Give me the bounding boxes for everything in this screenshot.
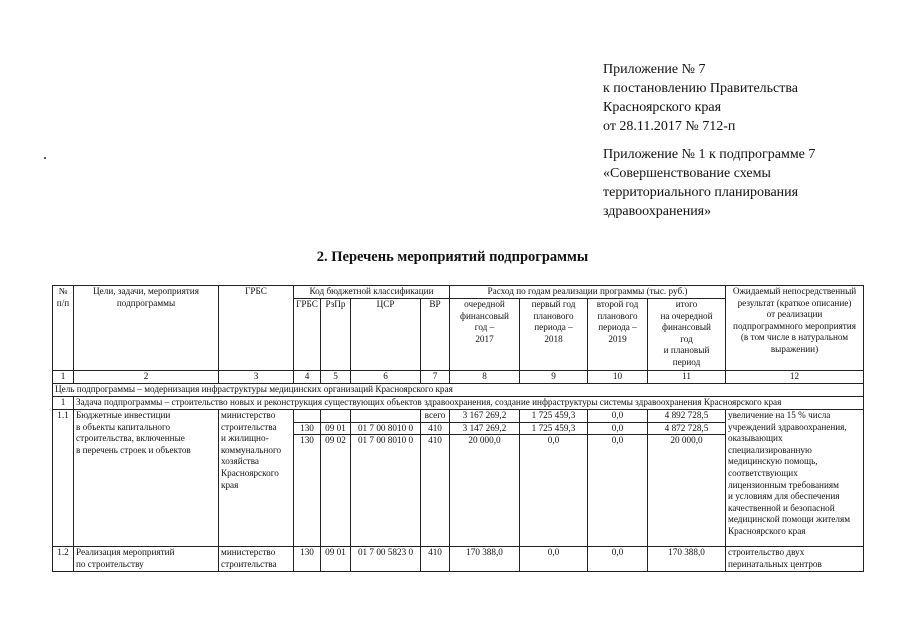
vr-code: 410 <box>421 435 450 547</box>
vr-code: 410 <box>421 422 450 435</box>
value-2017: 3 147 269,2 <box>450 422 520 435</box>
csr-code: 01 7 00 8010 0 <box>351 435 421 547</box>
col-number: 6 <box>351 371 421 384</box>
goal-row <box>53 384 864 397</box>
appendix-7-header <box>603 60 798 136</box>
table-row <box>53 410 864 423</box>
th-goals: Цели, задачи, мероприятия подпрограммы <box>74 286 219 371</box>
csr-code: 01 7 00 8010 0 <box>351 422 421 435</box>
col-number: 1 <box>53 371 74 384</box>
item-num: 1.2 <box>53 547 74 572</box>
rzpr-code <box>321 410 351 423</box>
value-2019: 0,0 <box>588 547 648 572</box>
col-number: 11 <box>648 371 726 384</box>
grbs-code <box>294 410 321 423</box>
appendix-1-header <box>603 145 815 221</box>
page-title: 2. Перечень мероприятий подпрограммы <box>316 249 589 265</box>
value-2018: 0,0 <box>520 547 588 572</box>
header-row-1 <box>53 286 864 299</box>
grbs-code: 130 <box>294 547 321 572</box>
col-number: 8 <box>450 371 520 384</box>
value-2018: 1 725 459,3 <box>520 422 588 435</box>
th-budget-code: Код бюджетной классификации <box>294 286 450 299</box>
task-text: Задача подпрограммы – строительство новых и реконструкция существующих объектов здравоохранения, создание инфраструктуры системы здравоохранения Красноярского края <box>74 397 864 410</box>
item-name: Бюджетные инвестиции в объекты капитального строительства, включенные в перечень строек и объектов <box>74 410 219 547</box>
vr-code: всего <box>421 410 450 423</box>
grbs-code: 130 <box>294 422 321 435</box>
grbs-code: 130 <box>294 435 321 547</box>
header-line: «Совершенствование схемы <box>603 166 771 181</box>
rzpr-code: 09 01 <box>321 547 351 572</box>
item-grbs: министерство строительства и жилищно- коммунального хозяйства Красноярского края <box>219 410 294 547</box>
th-csr: ЦСР <box>351 299 421 371</box>
csr-code: 01 7 00 5823 0 <box>351 547 421 572</box>
value-2019: 0,0 <box>588 435 648 547</box>
value-total: 4 872 728,5 <box>648 422 726 435</box>
th-2018: первый год планового периода – 2018 <box>520 299 588 371</box>
vr-code: 410 <box>421 547 450 572</box>
item-result: строительство двух перинатальных центров <box>726 547 864 572</box>
item-grbs: министерство строительства <box>219 547 294 572</box>
value-2018: 0,0 <box>520 435 588 547</box>
value-2017: 3 167 269,2 <box>450 410 520 423</box>
th-vr: ВР <box>421 299 450 371</box>
col-number: 4 <box>294 371 321 384</box>
item-name: Реализация мероприятий по строительству <box>74 547 219 572</box>
header-line: Красноярского края <box>603 100 722 115</box>
goal-text: Цель подпрограммы – модернизация инфраструктуры медицинских организаций Красноярского края <box>53 384 864 397</box>
scan-speck <box>44 157 46 159</box>
th-result: Ожидаемый непосредственный результат (краткое описание) от реализации подпрограммного мероприятия (в том числе в натуральном выражении) <box>726 286 864 371</box>
value-2017: 170 388,0 <box>450 547 520 572</box>
th-grbs: ГРБС <box>219 286 294 371</box>
col-number: 10 <box>588 371 648 384</box>
header-line: от 28.11.2017 № 712-п <box>603 119 736 134</box>
header-line: территориального планирования <box>603 185 799 200</box>
col-number: 7 <box>421 371 450 384</box>
csr-code <box>351 410 421 423</box>
value-2018: 1 725 459,3 <box>520 410 588 423</box>
header-line: к постановлению Правительства <box>603 81 799 96</box>
header-line: здравоохранения» <box>603 204 712 219</box>
column-numbers-row <box>53 371 864 384</box>
th-2019: второй год планового периода – 2019 <box>588 299 648 371</box>
item-num: 1.1 <box>53 410 74 547</box>
value-2019: 0,0 <box>588 422 648 435</box>
col-number: 12 <box>726 371 864 384</box>
th-2017: очередной финансовый год – 2017 <box>450 299 520 371</box>
header-line: Приложение № 1 к подпрограмме 7 <box>603 147 816 162</box>
value-total: 170 388,0 <box>648 547 726 572</box>
measures-table <box>52 285 864 572</box>
item-result: увеличение на 15 % числа учреждений здравоохранения, оказывающих специализированную медицинскую помощь, соответствующих лицензионным требованиям и условиям для обеспечения качественной и безопасной медицинской помощи жителям Красноярского края <box>726 410 864 547</box>
task-row <box>53 397 864 410</box>
task-num: 1 <box>53 397 74 410</box>
th-total: итого на очередной финансовый год и плановый период <box>648 299 726 371</box>
value-2019: 0,0 <box>588 410 648 423</box>
rzpr-code: 09 02 <box>321 435 351 547</box>
value-total: 4 892 728,5 <box>648 410 726 423</box>
th-num: № п/п <box>53 286 74 371</box>
col-number: 3 <box>219 371 294 384</box>
col-number: 9 <box>520 371 588 384</box>
col-number: 5 <box>321 371 351 384</box>
rzpr-code: 09 01 <box>321 422 351 435</box>
header-line: Приложение № 7 <box>603 62 706 77</box>
th-grbs-code: ГРБС <box>294 299 321 371</box>
col-number: 2 <box>74 371 219 384</box>
th-rzpr: РзПр <box>321 299 351 371</box>
table-row <box>53 547 864 572</box>
th-expenses: Расход по годам реализации программы (тыс. руб.) <box>450 286 726 299</box>
value-total: 20 000,0 <box>648 435 726 547</box>
value-2017: 20 000,0 <box>450 435 520 547</box>
